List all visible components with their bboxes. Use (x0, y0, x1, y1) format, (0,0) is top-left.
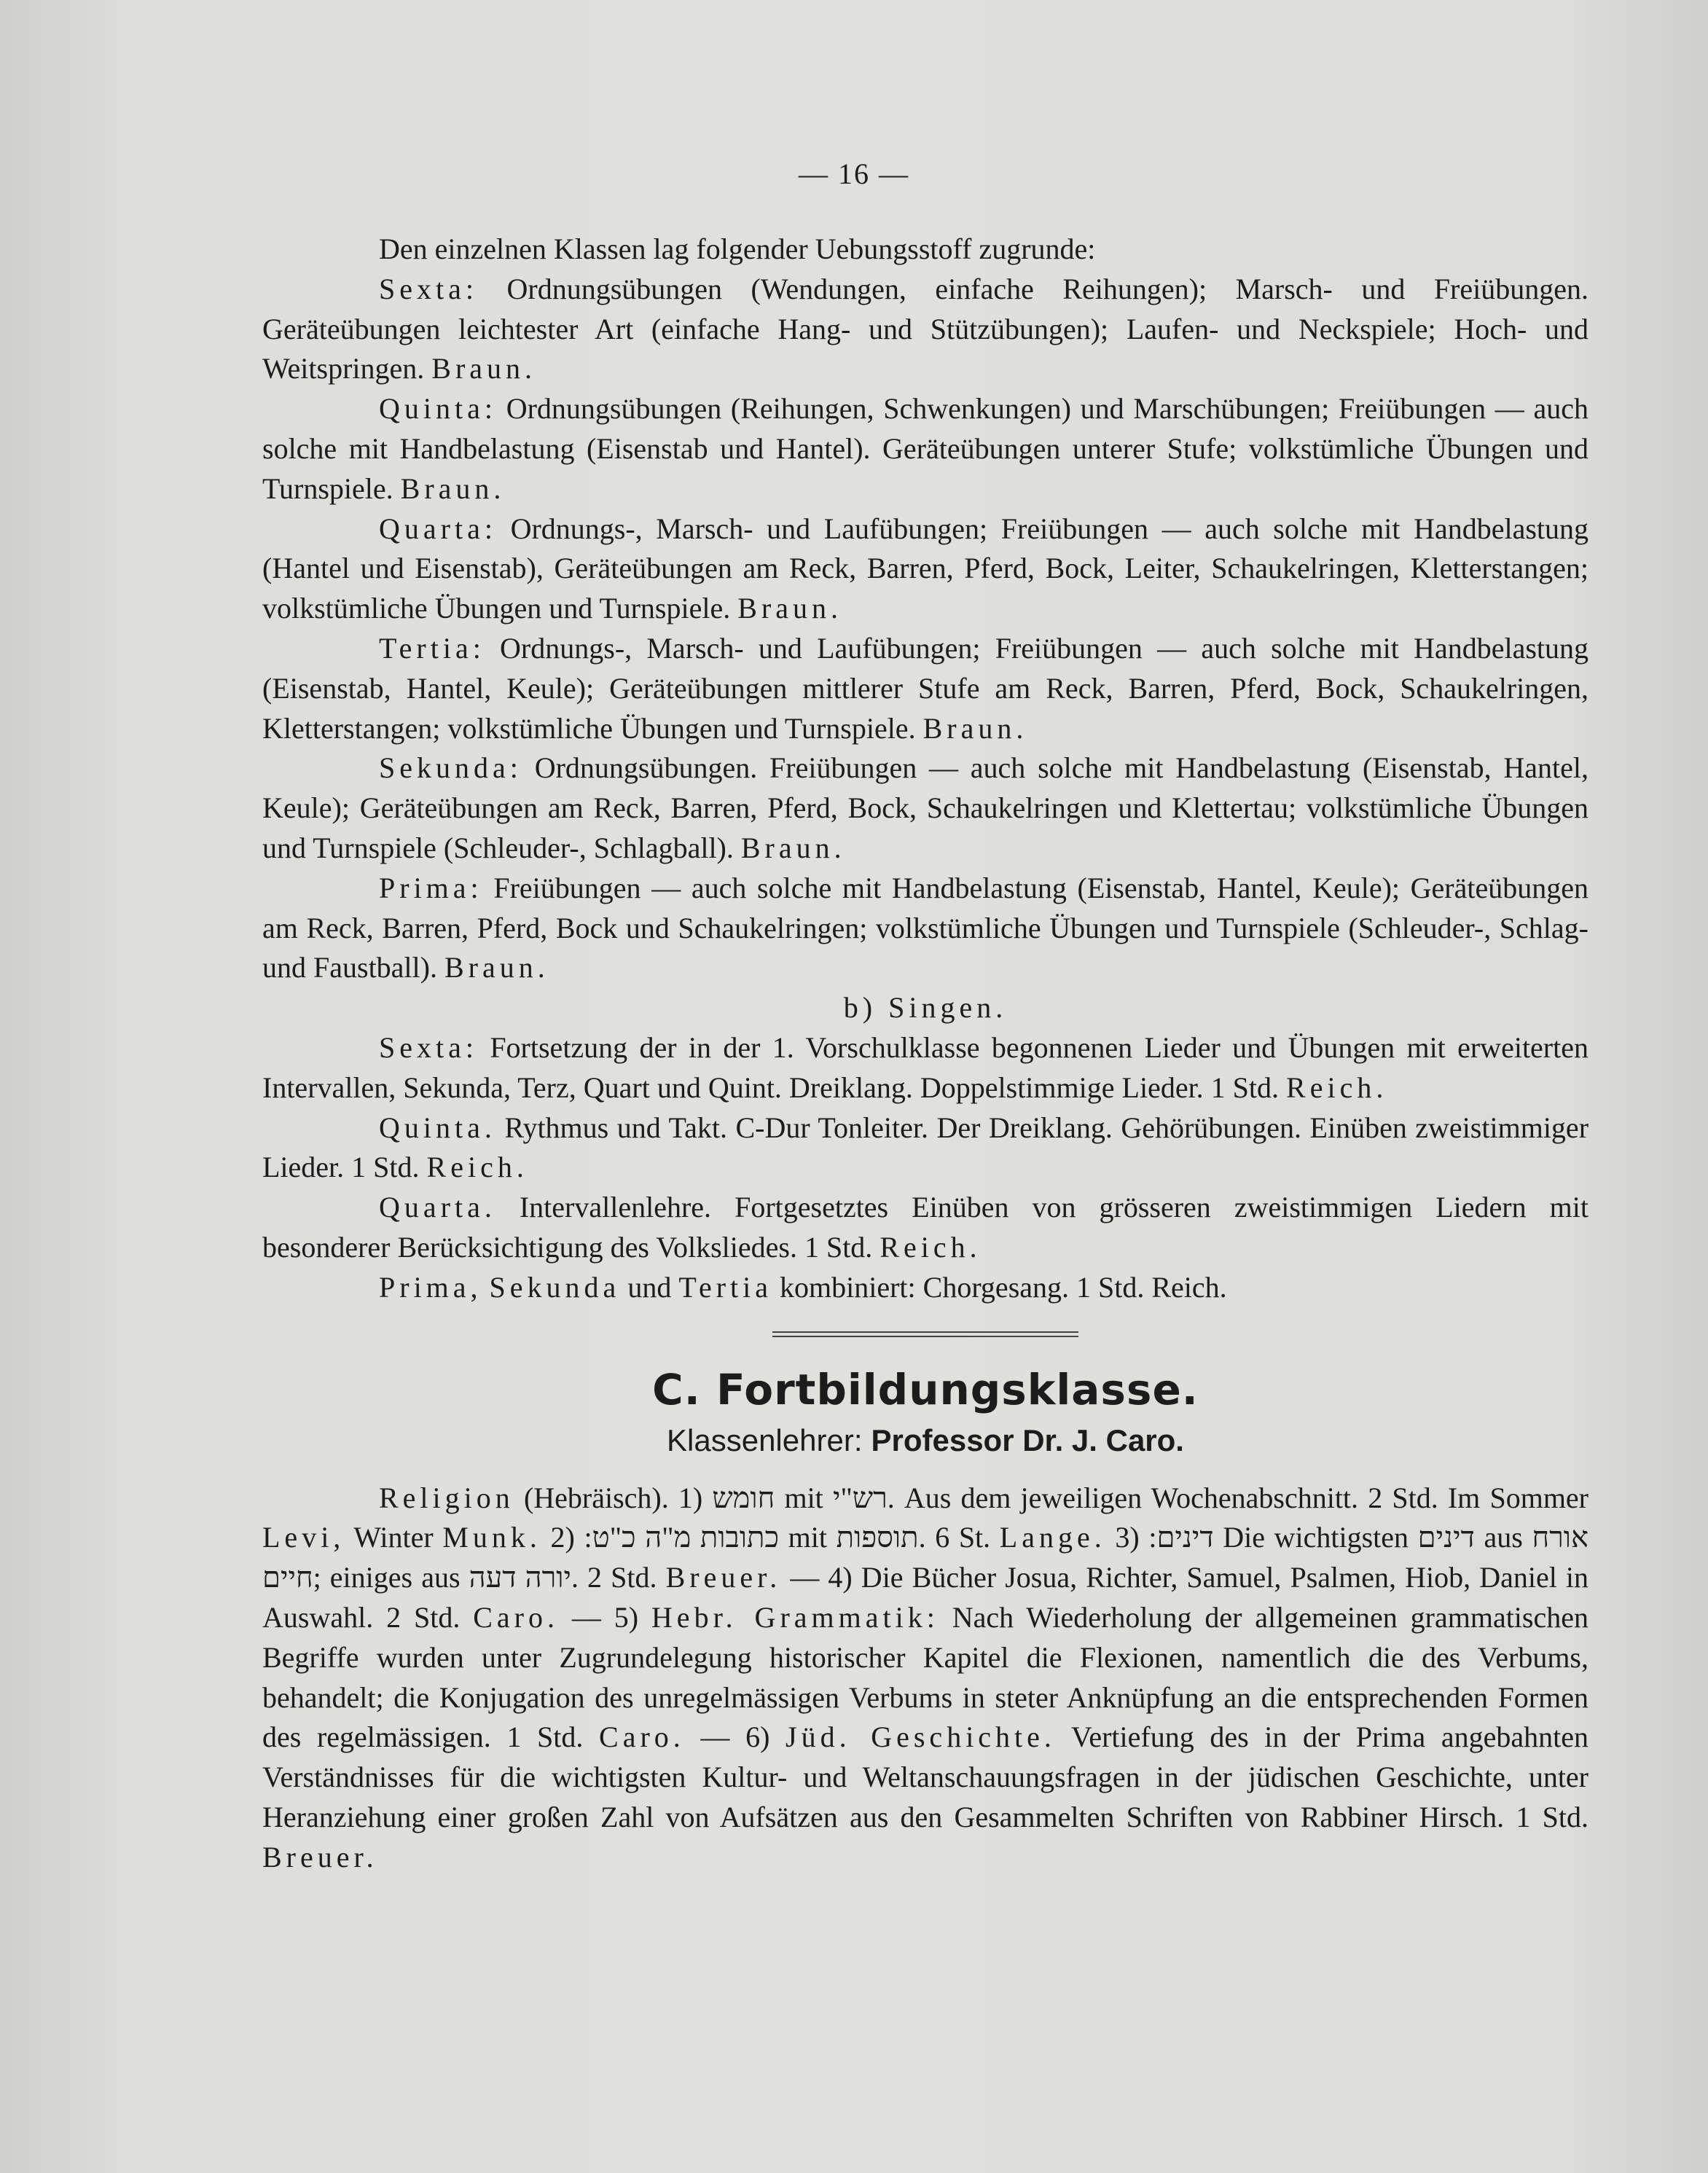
class-label: Tertia (678, 1270, 773, 1304)
teacher-name: Reich. (426, 1151, 528, 1184)
paragraph-text: Ordnungsübungen. Freiübungen — auch solche mit Handbelastung (Eisenstab, Hantel, Keule); Geräteübungen am Reck, Barren, Pferd, Bock, Schaukelringen und Klettertau; volkstümliche Übungen und Turnspiele (Schleuder-, Schlagball). (262, 751, 1589, 864)
hebrew-term: חומש (712, 1481, 775, 1514)
teacher-name: Munk. (442, 1521, 541, 1554)
paragraph-text: 2) (550, 1521, 575, 1554)
hebrew-term: תוספות (836, 1521, 919, 1554)
paragraph-text: Ordnungsübungen (Reihungen, Schwenkungen) und Marschübungen; Freiübungen — auch solche mit Handbelastung (Eisenstab und Hantel). Geräteübungen unterer Stufe; volkstümliche Übungen und Turnspiele. (262, 392, 1588, 505)
paragraph-text: Ordnungsübungen (Wendungen, einfache Reihungen); Marsch- und Freiübungen. Geräteübungen leichtester Art (einfache Hang- und Stützübungen); Laufen- und Neckspiele; Hoch- und Weitspringen. (262, 272, 1589, 385)
class-label: Tertia: (379, 631, 485, 665)
teacher-name: Braun. (400, 471, 506, 505)
paragraph-text: mit (784, 1481, 823, 1514)
subject-label: Jüd. Geschichte. (786, 1720, 1056, 1754)
paragraph-text: — 5) (571, 1600, 639, 1634)
singen-quarta (262, 1188, 1588, 1268)
paragraph-text: aus (1484, 1521, 1523, 1554)
turnen-quarta (262, 509, 1588, 629)
teacher-name: Braun. (737, 592, 842, 625)
hebrew-term: דינים (1417, 1521, 1475, 1554)
class-label: Prima, (379, 1270, 482, 1304)
paragraph-text: Intervallenlehre. Fortgesetztes Einüben von grösseren zweistimmigen Liedern mit besonderer Berücksichtigung des Volksliedes. 1 Std. (262, 1191, 1588, 1264)
paragraph-text: Ordnungs-, Marsch- und Laufübungen; Freiübungen — auch solche mit Handbelastung (Hantel und Eisenstab), Geräteübungen am Reck, Barren, Pferd, Bock, Leiter, Schaukelringen, Kletterstangen; volkstümliche Übungen und Turnspiele. (262, 512, 1589, 625)
turnen-tertia (262, 629, 1588, 748)
paragraph-text: kombiniert: Chorgesang. 1 Std. (780, 1270, 1145, 1304)
subject-label: Hebr. Grammatik: (651, 1600, 939, 1634)
paragraph-text: . Aus dem jeweiligen Wochenabschnitt. 2 Std. Im Sommer (887, 1481, 1589, 1514)
paragraph-text: — 4) Die Bücher Josua, Richter, Samuel, Psalmen, Hiob, Daniel in Auswahl. 2 Std. (262, 1561, 1589, 1634)
teacher-label: Klassenlehrer: (667, 1422, 863, 1457)
teacher-name: Reich. (1151, 1270, 1227, 1304)
hebrew-term: אורח חיים (262, 1521, 1588, 1594)
page-content (262, 230, 1588, 1877)
teacher-name: Braun. (740, 831, 846, 864)
teacher-name: Braun. (444, 951, 549, 984)
class-label: Sekunda (489, 1270, 621, 1304)
class-teacher-name: Professor Dr. J. Caro. (871, 1422, 1184, 1457)
section-title: C. Fortbildungsklasse. (652, 1364, 1199, 1414)
class-label: Quinta. (379, 1111, 496, 1144)
section-divider (772, 1331, 1078, 1337)
teacher-name: Levi, (262, 1521, 345, 1554)
singen-sexta (262, 1028, 1588, 1108)
class-label: Quarta: (379, 512, 497, 545)
singen-heading (262, 988, 1588, 1028)
paragraph-text: Freiübungen — auch solche mit Handbelastung (Eisenstab, Hantel, Keule); Geräteübungen am Reck, Barren, Pferd, Bock und Schaukelringen; volkstümliche Übungen und Turnspiele (Schleuder-, Schlag- und Faustball). (262, 871, 1589, 984)
subject-label: Religion (379, 1481, 514, 1514)
teacher-name: Reich. (880, 1230, 982, 1264)
religion-paragraph (262, 1479, 1588, 1878)
page-number: — 16 — (799, 157, 909, 190)
turnen-prima (262, 869, 1588, 988)
hebrew-term: יורה דעה (469, 1561, 571, 1594)
class-label: Prima: (379, 871, 483, 904)
teacher-name: Caro. (599, 1720, 685, 1754)
paragraph-text: — 6) (700, 1720, 770, 1754)
teacher-name: Braun. (431, 352, 537, 385)
paragraph-text: Nach Wiederholung der allgemeinen grammatischen Begriffe wurden unter Zugrundelegung historischer Kapitel die Flexionen, namentlich die des Verbums, behandelt; die Konjugation des unregelmässigen Verbums in steter Anknüpfung an die entsprechenden Formen des regelmässigen. 1 Std. (262, 1600, 1588, 1754)
turnen-quinta (262, 389, 1588, 509)
paragraph-text: . 2 Std. (571, 1561, 657, 1594)
teacher-name: Lange. (999, 1521, 1106, 1554)
paragraph-text: Vertiefung des in der Prima angebahnten Verständnisses für die wichtigsten Kultur- und Weltanschauungsfragen in der jüdischen Geschichte, unter Heranziehung einer großen Zahl von Aufsätzen aus den Gesammelten Schriften von Rabbiner Hirsch. 1 Std. (262, 1720, 1589, 1833)
paragraph-text: Winter (353, 1521, 434, 1554)
paragraph-text: Die wichtigsten (1223, 1521, 1409, 1554)
class-label: Sexta: (379, 272, 478, 305)
class-label: Quinta: (379, 392, 497, 426)
class-teacher-line (262, 1416, 1588, 1465)
turnen-sekunda (262, 748, 1588, 868)
paragraph-text: . 6 St. (918, 1521, 991, 1554)
paragraph-text: 3) (1115, 1521, 1140, 1554)
paragraph-text: Ordnungs-, Marsch- und Laufübungen; Freiübungen — auch solche mit Handbelastung (Eisenstab, Hantel, Keule); Geräteübungen mittlerer Stufe am Reck, Barren, Pferd, Bock, Schaukelringen, Kletterstangen; volkstümliche Übungen und Turnspiele. (262, 631, 1588, 745)
class-label: Quarta. (379, 1191, 496, 1224)
subheading: b) Singen. (843, 991, 1008, 1025)
hebrew-term: דינים: (1148, 1521, 1214, 1554)
connector-text: und (627, 1270, 672, 1304)
teacher-name: Caro. (473, 1600, 559, 1634)
teacher-name: Braun. (922, 711, 1028, 745)
hebrew-term: רש"י (832, 1481, 888, 1514)
paragraph-text: Fortsetzung der in der 1. Vorschulklasse begonnenen Lieder und Übungen mit erweiterten Intervallen, Sekunda, Terz, Quart und Quint. Dreiklang. Doppelstimmige Lieder. 1 Std. (262, 1030, 1588, 1104)
singen-combined (262, 1268, 1588, 1308)
paragraph-text: Rythmus und Takt. C-Dur Tonleiter. Der Dreiklang. Gehörübungen. Einüben zweistimmiger Lieder. 1 Std. (262, 1111, 1589, 1184)
teacher-name: Reich. (1286, 1070, 1388, 1104)
paragraph-text: (Hebräisch). 1) (523, 1481, 703, 1514)
paragraph-text: ; einiges aus (313, 1561, 461, 1594)
teacher-name: Breuer. (262, 1840, 378, 1874)
turnen-sexta (262, 270, 1588, 389)
class-label: Sexta: (379, 1030, 478, 1064)
teacher-name: Breuer. (665, 1561, 782, 1594)
paragraph-text: mit (788, 1521, 827, 1554)
hebrew-term: כתובות מ"ה כ"ט: (584, 1521, 779, 1554)
class-label: Sekunda: (379, 751, 522, 785)
intro-line: Den einzelnen Klassen lag folgender Uebungsstoff zugrunde: (379, 232, 1096, 265)
singen-quinta (262, 1108, 1588, 1189)
